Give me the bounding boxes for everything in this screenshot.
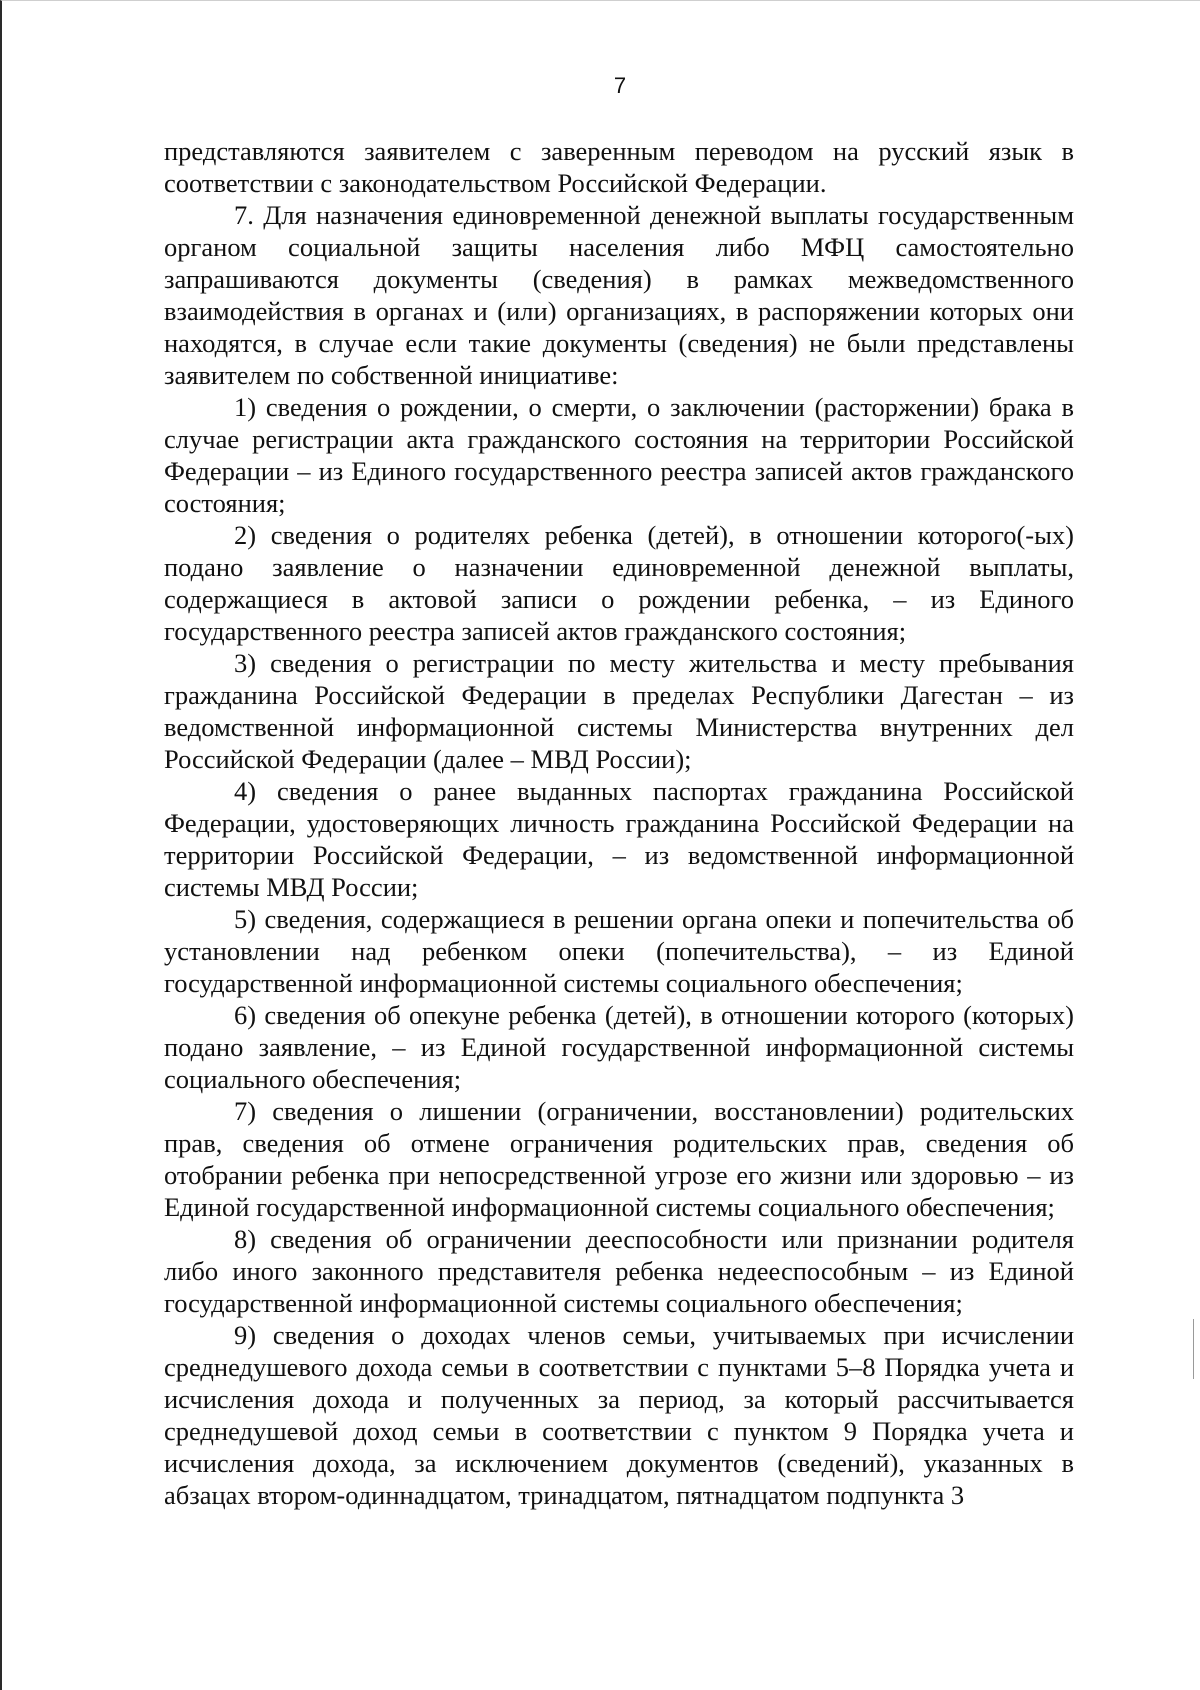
paragraph-item-7: 7. Для назначения единовременной денежной выплаты государственным органом социальной защиты населения либо МФЦ самостоятельно запрашиваются документы (сведения) в рамках межведомственного взаимодействия в органах и (или) организациях, в распоряжении которых они находятся, в случае если такие документы (сведения) не были представлены заявителем по собственной инициативе: [164, 200, 1074, 390]
paragraph-subitem-1: 1) сведения о рождении, о смерти, о заключении (расторжении) брака в случае регистрации акта гражданского состояния на территории Российской Федерации – из Единого государственного реестра записей актов гражданского состояния; [164, 392, 1074, 518]
document-body [164, 135, 1074, 1511]
paragraph-subitem-6: 6) сведения об опекуне ребенка (детей), в отношении которого (которых) подано заявление, – из Единой государственной информационной системы социального обеспечения; [164, 1000, 1074, 1094]
paragraph-subitem-9: 9) сведения о доходах членов семьи, учитываемых при исчислении среднедушевого дохода семьи в соответствии с пунктами 5–8 Порядка учета и исчисления дохода и полученных за период, за который рассчитывается среднедушевой доход семьи в соответствии с пунктом 9 Порядка учета и исчисления дохода, за исключением документов (сведений), указанных в абзацах втором-одиннадцатом, тринадцатом, пятнадцатом подпункта 3 [164, 1320, 1074, 1510]
paragraph-subitem-4: 4) сведения о ранее выданных паспортах гражданина Российской Федерации, удостоверяющих личность гражданина Российской Федерации на территории Российской Федерации, – из ведомственной информационной системы МВД России; [164, 776, 1074, 902]
paragraph-subitem-5: 5) сведения, содержащиеся в решении органа опеки и попечительства об установлении над ребенком опеки (попечительства), – из Единой государственной информационной системы социального обеспечения; [164, 904, 1074, 998]
paragraph-subitem-3: 3) сведения о регистрации по месту жительства и месту пребывания гражданина Российской Федерации в пределах Республики Дагестан – из ведомственной информационной системы Министерства внутренних дел Российской Федерации (далее – МВД России); [164, 648, 1074, 774]
paragraph-subitem-8: 8) сведения об ограничении дееспособности или признании родителя либо иного законного представителя ребенка недееспособным – из Единой государственной информационной системы социального обеспечения; [164, 1224, 1074, 1318]
paragraph-subitem-2: 2) сведения о родителях ребенка (детей), в отношении которого(-ых) подано заявление о назначении единовременной денежной выплаты, содержащиеся в актовой записи о рождении ребенка, – из Единого государственного реестра записей актов гражданского состояния; [164, 520, 1074, 646]
scan-edge-mark [1193, 1319, 1194, 1379]
page-number: 7 [613, 73, 627, 98]
paragraph-continuation: представляются заявителем с заверенным переводом на русский язык в соответствии с законодательством Российской Федерации. [164, 136, 1074, 198]
paragraph-subitem-7: 7) сведения о лишении (ограничении, восстановлении) родительских прав, сведения об отмене ограничения родительских прав, сведения об отобрании ребенка при непосредственной угрозе его жизни или здоровью – из Единой государственной информационной системы социального обеспечения; [164, 1096, 1074, 1222]
